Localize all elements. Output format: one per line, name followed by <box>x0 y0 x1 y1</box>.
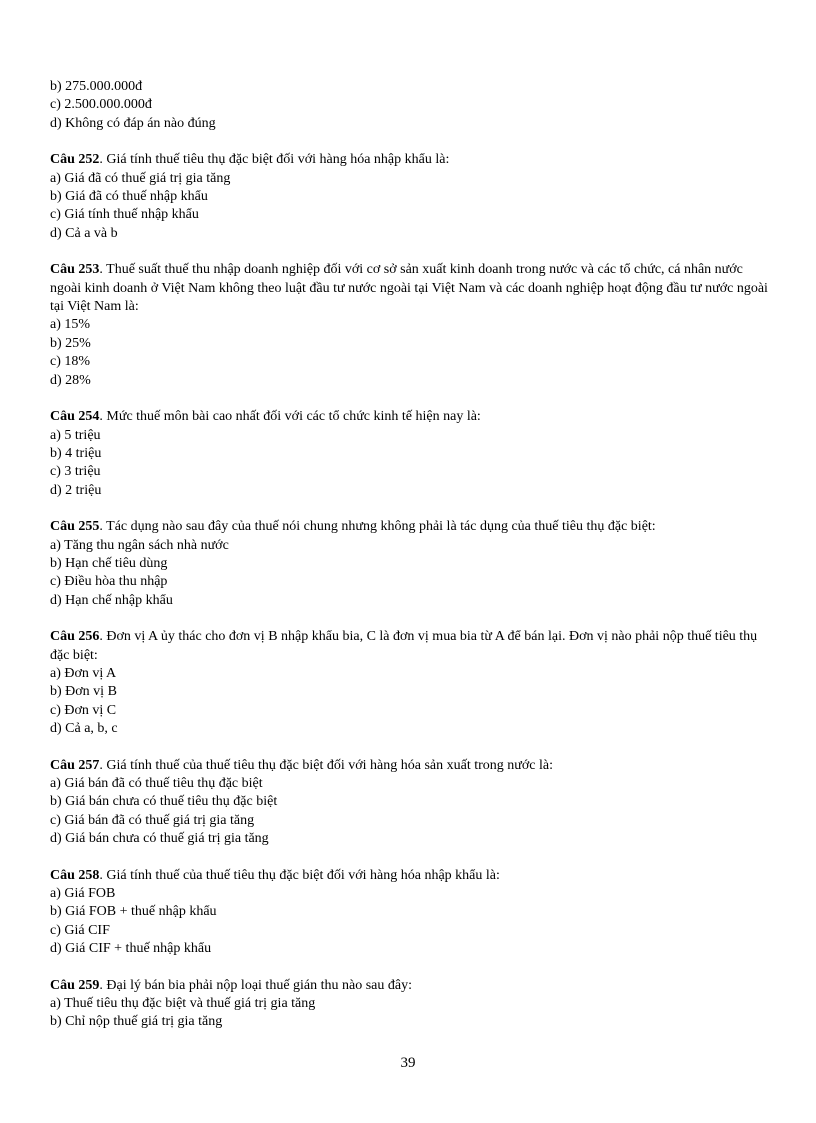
question-252 <box>50 151 770 243</box>
question-body: . Mức thuế môn bài cao nhất đối với các tổ chức kinh tế hiện nay là: <box>99 409 481 425</box>
question-text <box>50 628 770 665</box>
answer-option: b) Hạn chế tiêu dùng <box>50 555 168 571</box>
page-number: 39 <box>400 1055 416 1071</box>
answer-option: c) 18% <box>50 354 91 370</box>
answer-option: a) 15% <box>50 317 91 333</box>
question-text <box>50 867 770 885</box>
question-number: Câu 258 <box>50 867 100 883</box>
question-number: Câu 255 <box>50 519 100 535</box>
question-text <box>50 977 770 995</box>
question-text <box>50 261 770 316</box>
answer-option: b) 4 triệu <box>50 445 102 461</box>
answer-option: a) Giá bán đã có thuế tiêu thụ đặc biệt <box>50 776 263 791</box>
question-body: . Đơn vị A ủy thác cho đơn vị B nhập khẩu bia, C là đơn vị mua bia từ A để bán lại. Đơn vị nào phải nộp thuế tiêu thụ đặc biệt: <box>50 629 758 663</box>
question-body: . Giá tính thuế của thuế tiêu thụ đặc biệt đối với hàng hóa nhập khẩu là: <box>99 867 500 883</box>
question-text <box>50 518 770 536</box>
answer-option: b) 25% <box>50 335 91 351</box>
answer-option: c) Điều hòa thu nhập <box>50 574 168 590</box>
answer-option: b) Giá FOB + thuế nhập khẩu <box>50 904 217 920</box>
question-number: Câu 256 <box>50 629 100 645</box>
answer-option: d) Hạn chế nhập khẩu <box>50 592 173 608</box>
answer-option: b) Giá đã có thuế nhập khẩu <box>50 189 208 205</box>
question-257 <box>50 757 770 849</box>
answer-option: a) Giá FOB <box>50 886 116 902</box>
answer-option: c) Giá CIF <box>50 922 110 938</box>
document-page <box>50 78 770 1050</box>
answer-option: a) Đơn vị A <box>50 665 117 681</box>
question-body: . Thuế suất thuế thu nhập doanh nghiệp đối với cơ sở sản xuất kinh doanh trong nước và các tổ chức, cá nhân nước ngoài kinh doanh ở Việt Nam không theo luật đầu tư nước ngoài tại Việt Nam và các doanh nghiệp hoạt động đầu tư nước ngoài tại Việt Nam là: <box>50 262 768 315</box>
question-number: Câu 254 <box>50 409 100 425</box>
answer-option: d) Giá bán chưa có thuế giá trị gia tăng <box>50 831 269 847</box>
question-259 <box>50 977 770 1032</box>
answer-option: b) Chỉ nộp thuế giá trị gia tăng <box>50 1014 223 1030</box>
answer-option: c) 3 triệu <box>50 464 101 480</box>
question-body: . Giá tính thuế tiêu thụ đặc biệt đối với hàng hóa nhập khẩu là: <box>99 152 450 168</box>
question-258 <box>50 867 770 959</box>
answer-option: d) 2 triệu <box>50 482 102 498</box>
answer-option: b) Giá bán chưa có thuế tiêu thụ đặc biệt <box>50 794 278 810</box>
question-number: Câu 257 <box>50 757 100 773</box>
question-254 <box>50 408 770 500</box>
question-text <box>50 757 770 775</box>
answer-option: b) Đơn vị B <box>50 684 117 700</box>
question-text <box>50 408 770 426</box>
answer-option: c) Giá tính thuế nhập khẩu <box>50 207 199 223</box>
answer-option: b) 275.000.000đ <box>50 79 143 94</box>
question-number: Câu 253 <box>50 262 100 278</box>
answer-option: a) Giá đã có thuế giá trị gia tăng <box>50 170 231 186</box>
answer-option: d) Cả a và b <box>50 225 118 241</box>
question-text <box>50 151 770 169</box>
question-body: . Tác dụng nào sau đây của thuế nói chung nhưng không phải là tác dụng của thuế tiêu thụ đặc biệt: <box>99 519 656 535</box>
answer-option: c) Đơn vị C <box>50 702 117 718</box>
question-body: . Giá tính thuế của thuế tiêu thụ đặc biệt đối với hàng hóa sản xuất trong nước là: <box>99 757 553 773</box>
question-251-tail <box>50 78 770 133</box>
answer-option: a) Thuế tiêu thụ đặc biệt và thuế giá trị gia tăng <box>50 996 316 1012</box>
question-255 <box>50 518 770 610</box>
question-number: Câu 252 <box>50 152 100 168</box>
answer-option: c) 2.500.000.000đ <box>50 97 152 113</box>
question-253 <box>50 261 770 390</box>
answer-option: d) 28% <box>50 372 91 388</box>
answer-option: a) 5 triệu <box>50 427 101 443</box>
question-number: Câu 259 <box>50 977 100 993</box>
answer-option: d) Cả a, b, c <box>50 721 118 737</box>
question-256 <box>50 628 770 738</box>
answer-option: c) Giá bán đã có thuế giá trị gia tăng <box>50 812 255 828</box>
question-body: . Đại lý bán bia phải nộp loại thuế gián thu nào sau đây: <box>99 977 412 993</box>
answer-option: a) Tăng thu ngân sách nhà nước <box>50 537 229 553</box>
answer-option: d) Không có đáp án nào đúng <box>50 115 216 131</box>
answer-option: d) Giá CIF + thuế nhập khẩu <box>50 941 212 957</box>
